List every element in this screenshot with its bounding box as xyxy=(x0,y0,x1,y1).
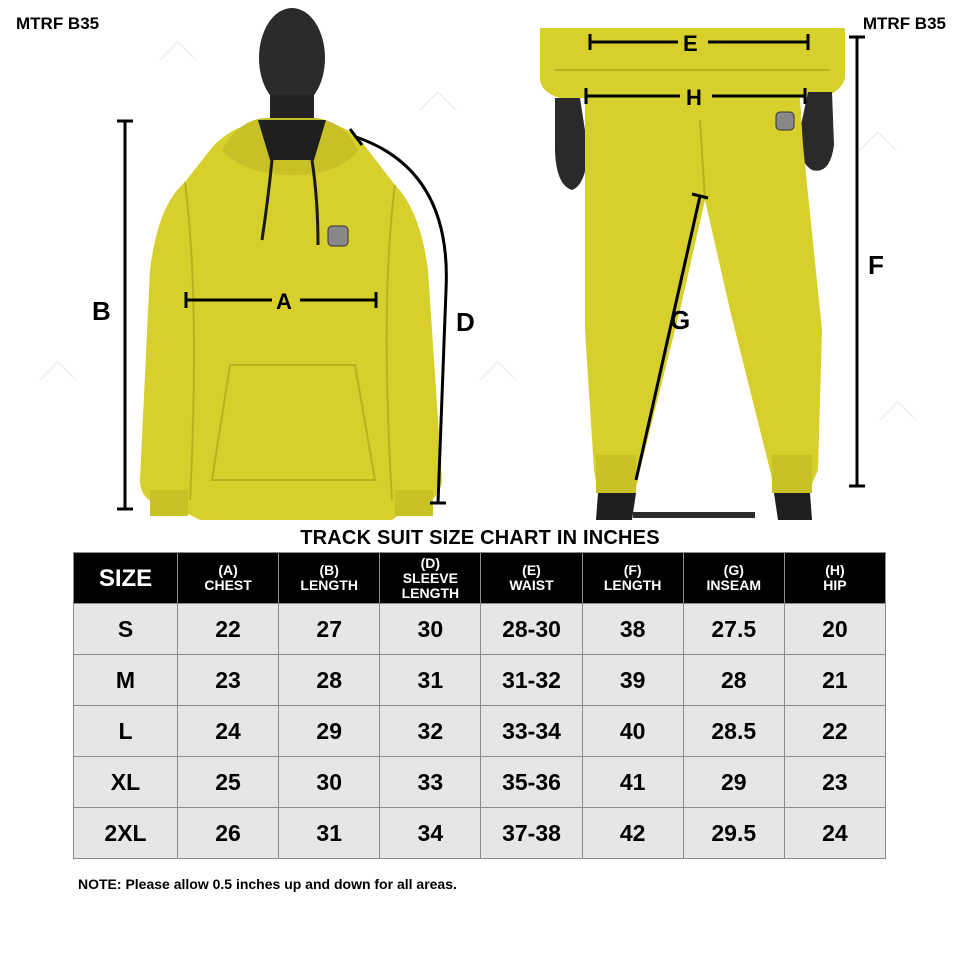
hip-cell: 21 xyxy=(784,655,885,706)
inseam-cell: 27.5 xyxy=(683,604,784,655)
waist-cell: 37-38 xyxy=(481,808,582,859)
size-cell: S xyxy=(74,604,178,655)
chart-title: TRACK SUIT SIZE CHART IN INCHES xyxy=(300,527,660,549)
mannequin-head xyxy=(259,8,325,108)
size-chart-table xyxy=(73,552,886,859)
inseam-cell: 28.5 xyxy=(683,706,784,757)
measure-label-h: H xyxy=(686,85,702,110)
pants-length-cell: 39 xyxy=(582,655,683,706)
header-sleeve-length: (D) SLEEVE LENGTH xyxy=(380,553,481,604)
measure-label-a: A xyxy=(276,289,292,314)
chest-cell: 26 xyxy=(178,808,279,859)
table-row xyxy=(74,706,886,757)
length-cell: 27 xyxy=(279,604,380,655)
header-length: (B) LENGTH xyxy=(279,553,380,604)
measure-label-g: G xyxy=(670,305,691,335)
header-chest: (A) CHEST xyxy=(178,553,279,604)
waist-cell: 31-32 xyxy=(481,655,582,706)
sleeve-length-cell: 34 xyxy=(380,808,481,859)
table-row xyxy=(74,655,886,706)
size-cell: XL xyxy=(74,757,178,808)
chest-cell: 22 xyxy=(178,604,279,655)
sleeve-length-cell: 32 xyxy=(380,706,481,757)
header-hip: (H) HIP xyxy=(784,553,885,604)
inseam-cell: 29.5 xyxy=(683,808,784,859)
hip-cell: 22 xyxy=(784,706,885,757)
hoodie-photo xyxy=(140,8,442,520)
sleeve-length-cell: 30 xyxy=(380,604,481,655)
header-inseam: (G) INSEAM xyxy=(683,553,784,604)
chest-cell: 24 xyxy=(178,706,279,757)
length-cell: 29 xyxy=(279,706,380,757)
fit-note: NOTE: Please allow 0.5 inches up and down for all areas. xyxy=(78,876,457,892)
size-cell: 2XL xyxy=(74,808,178,859)
measure-label-b: B xyxy=(92,296,111,326)
chest-cell: 25 xyxy=(178,757,279,808)
length-cell: 31 xyxy=(279,808,380,859)
waist-cell: 33-34 xyxy=(481,706,582,757)
mannequin-hand-left xyxy=(555,98,588,190)
sleeve-length-cell: 33 xyxy=(380,757,481,808)
length-cell: 28 xyxy=(279,655,380,706)
hip-cell: 20 xyxy=(784,604,885,655)
table-header-row xyxy=(74,553,886,604)
product-code-left: MTRF B35 xyxy=(16,14,100,33)
inseam-cell: 28 xyxy=(683,655,784,706)
sleeve-length-cell: 31 xyxy=(380,655,481,706)
table-row xyxy=(74,808,886,859)
measure-label-f: F xyxy=(868,250,884,280)
measure-label-e: E xyxy=(683,31,698,56)
header-size: SIZE xyxy=(74,553,178,604)
header-waist: (E) WAIST xyxy=(481,553,582,604)
size-cell: L xyxy=(74,706,178,757)
pants-length-cell: 41 xyxy=(582,757,683,808)
chest-cell: 23 xyxy=(178,655,279,706)
measure-label-d: D xyxy=(456,307,475,337)
hoodie-body xyxy=(140,120,442,520)
hip-cell: 23 xyxy=(784,757,885,808)
inseam-cell: 29 xyxy=(683,757,784,808)
size-cell: M xyxy=(74,655,178,706)
measure-b-line xyxy=(117,121,133,509)
pants-length-cell: 38 xyxy=(582,604,683,655)
pants-body xyxy=(585,98,822,493)
table-row xyxy=(74,757,886,808)
product-code-right: MTRF B35 xyxy=(862,14,946,33)
pants-brand-logo xyxy=(776,112,794,130)
brand-logo xyxy=(328,226,348,246)
measure-f-line xyxy=(849,37,865,486)
waist-cell: 28-30 xyxy=(481,604,582,655)
pants-length-cell: 40 xyxy=(582,706,683,757)
length-cell: 30 xyxy=(279,757,380,808)
pants-length-cell: 42 xyxy=(582,808,683,859)
header-pants-length: (F) LENGTH xyxy=(582,553,683,604)
waist-cell: 35-36 xyxy=(481,757,582,808)
table-row xyxy=(74,604,886,655)
hip-cell: 24 xyxy=(784,808,885,859)
